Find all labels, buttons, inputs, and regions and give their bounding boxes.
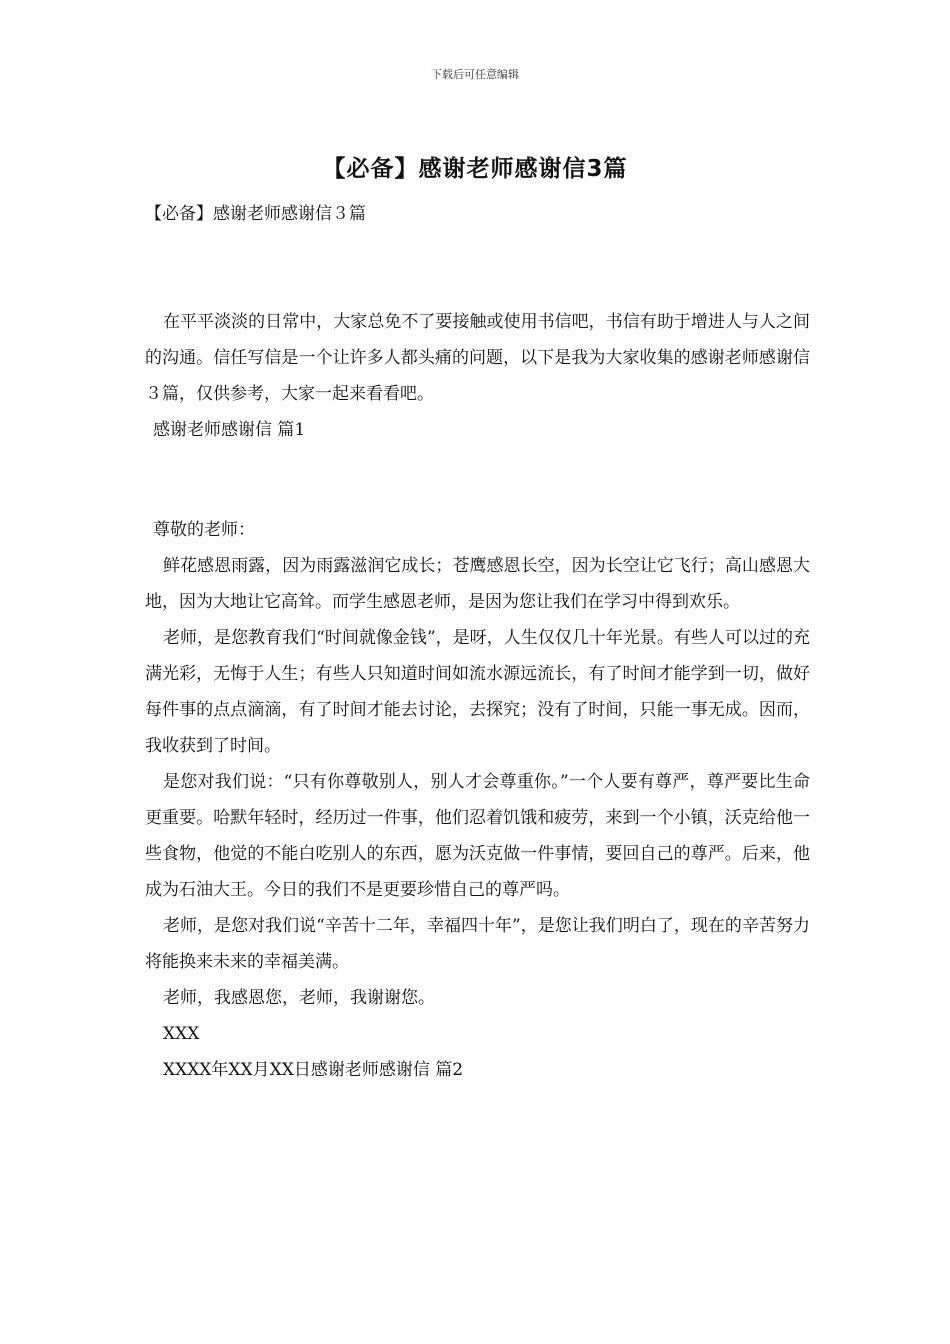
document-title: 【必备】感谢老师感谢信3篇 bbox=[322, 156, 628, 182]
body-paragraph: 鲜花感恩雨露，因为雨露滋润它成长；苍鹰感恩长空，因为长空让它飞行；高山感恩大地，因为大地让它高耸。而学生感恩老师，是因为您让我们在学习中得到欢乐。 bbox=[145, 556, 810, 612]
subtitle-line: 【必备】感谢老师感谢信３篇 bbox=[145, 204, 366, 224]
date-and-next-heading: XXXX年XX月XX日感谢老师感谢信 篇2 bbox=[163, 1060, 464, 1080]
header-note: 下载后可任意编辑 bbox=[431, 68, 519, 81]
body-paragraph: 老师，是您教育我们“时间就像金钱”，是呀，人生仅仅几十年光景。有些人可以过的充满光彩，无悔于人生；有些人只知道时间如流水源远流长，有了时间才能学到一切，做好每件事的点点滴滴，有了时间才能去讨论，去探究；没有了时间，只能一事无成。因而，我收获到了时间。 bbox=[145, 628, 810, 756]
blank-space bbox=[145, 448, 810, 512]
signature: XXX bbox=[163, 1024, 200, 1044]
document-body bbox=[145, 196, 810, 1088]
salutation: 尊敬的老师： bbox=[153, 520, 255, 540]
body-paragraph: 老师，是您对我们说“辛苦十二年，幸福四十年”，是您让我们明白了，现在的辛苦努力将能换来未来的幸福美满。 bbox=[145, 916, 810, 972]
section-heading: 感谢老师感谢信 篇1 bbox=[153, 420, 306, 440]
intro-paragraph: 在平平淡淡的日常中，大家总免不了要接触或使用书信吧，书信有助于增进人与人之间的沟通。信任写信是一个让许多人都头痛的问题，以下是我为大家收集的感谢老师感谢信３篇，仅供参考，大家一起来看看吧。 bbox=[145, 312, 810, 404]
body-paragraph: 是您对我们说：“只有你尊敬别人，别人才会尊重你。”一个人要有尊严，尊严要比生命更重要。哈默年轻时，经历过一件事，他们忍着饥饿和疲劳，来到一个小镇，沃克给他一些食物，他觉的不能白吃别人的东西，愿为沃克做一件事情，要回自己的尊严。后来，他成为石油大王。今日的我们不是更要珍惜自己的尊严吗。 bbox=[145, 772, 810, 900]
blank-space bbox=[145, 232, 810, 304]
body-paragraph: 老师，我感恩您，老师，我谢谢您。 bbox=[163, 988, 435, 1008]
